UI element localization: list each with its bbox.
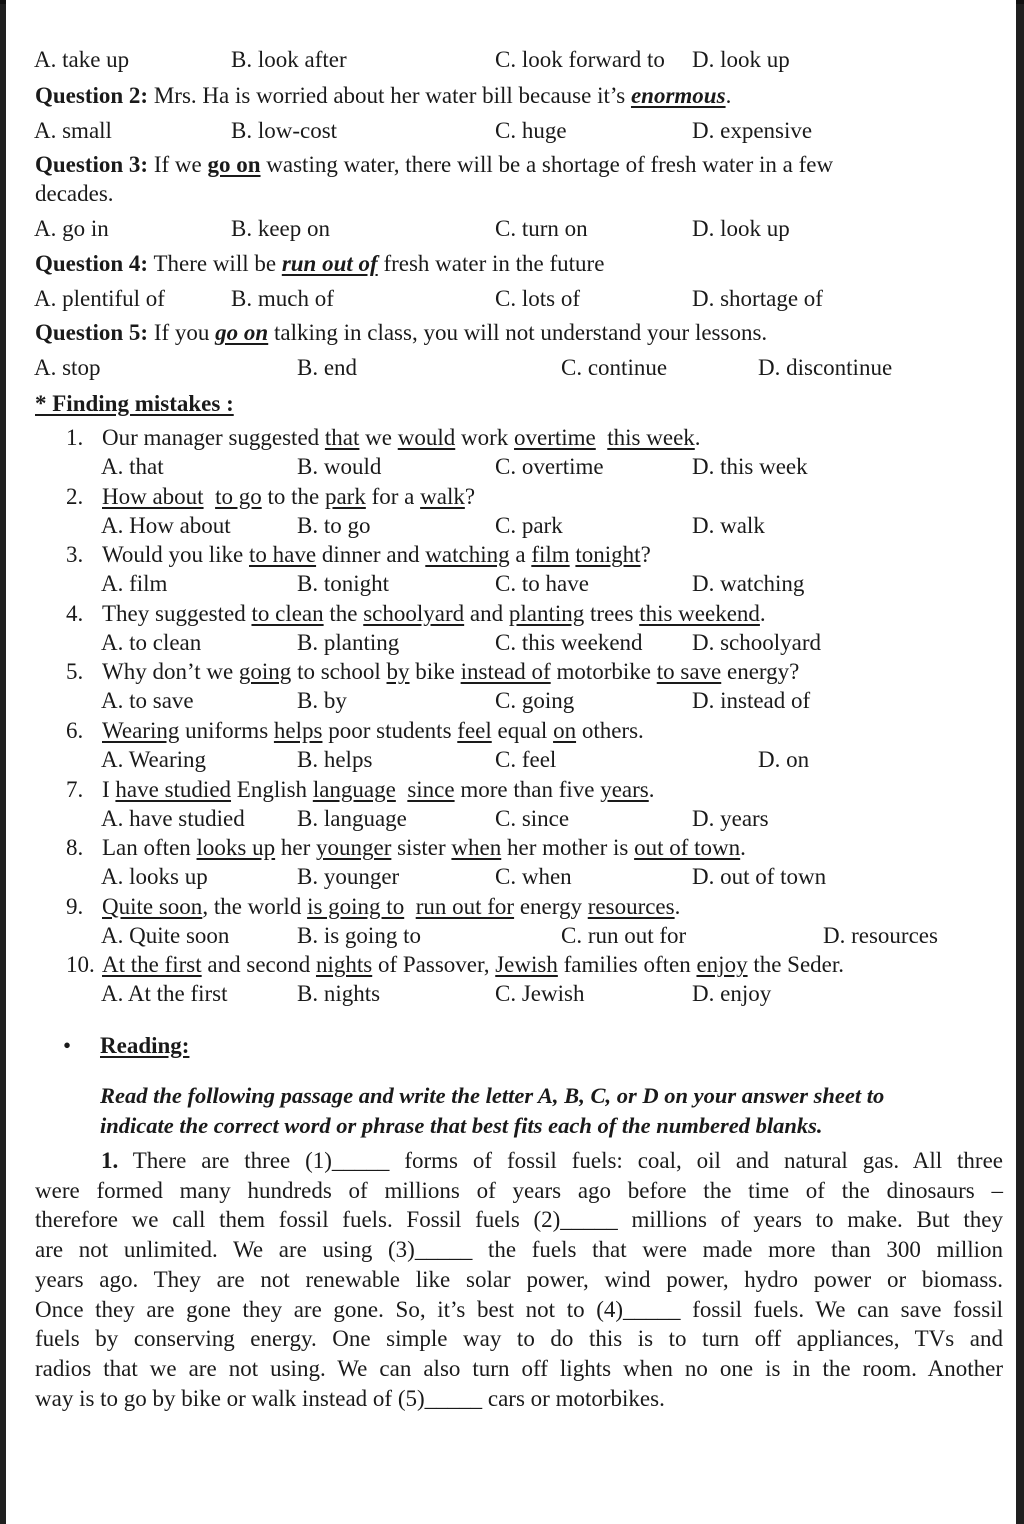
key-phrase: enormous [630,83,726,108]
sentence-segment: of Passover, [372,952,496,978]
sentence-segment: poor students [322,718,458,743]
underlined-segment: tonight [575,542,641,568]
option-a: A. go in [34,216,109,241]
option-a: A. Wearing [101,747,207,772]
sentence-segment: energy? [721,659,800,685]
passage-line: radios that we are not using. We can also turn off lights when no one is in the room. Another [35,1355,1003,1381]
option-a: A. have studied [101,805,245,831]
option-a: A. stop [34,355,101,380]
finding-mistakes-heading: * Finding mistakes : [35,391,234,416]
reading-heading: Reading: [100,1033,190,1058]
option-d: D. instead of [692,688,811,714]
option-d: D. discontinue [758,355,893,380]
sentence-segment [204,484,216,509]
sentence-segment: motorbike [550,659,657,685]
question-text: There will be [153,251,282,276]
option-d: D. shortage of [692,286,823,311]
sentence-segment [404,894,416,919]
sentence-segment: for a [365,483,421,509]
mistake-number: 10. [66,952,95,978]
sentence-segment: more than five [454,776,601,802]
mistake-number: 8. [66,835,84,861]
mistake-sentence [66,951,844,979]
sentence-segment: to the [261,483,325,509]
question-label: Question 2: [35,83,149,108]
option-b: B. look after [231,47,347,72]
option-b: B. keep on [231,216,331,241]
option-d: D. on [758,747,810,772]
sentence-segment: uniforms [179,718,274,743]
option-b: B. is going to [297,922,421,948]
option-c: C. overtime [495,454,604,479]
reading-passage [35,1146,1003,1413]
sentence-segment: Our manager suggested [102,425,325,450]
sentence-segment: and second [201,952,316,978]
key-phrase: run out of [281,251,378,276]
mistake-number: 6. [66,718,84,743]
question-5 [35,319,767,347]
underlined-segment: to have [249,542,317,568]
underlined-segment: since [407,776,455,802]
option-d: D. expensive [692,118,813,143]
underlined-segment: this weekend [639,600,760,626]
sentence-segment: Would you like [102,542,249,568]
option-c: C. feel [495,747,557,772]
passage-line: therefore we call them fossil fuels. Fossil fuels (2)_____ millions of years to make. But they [35,1207,1003,1233]
sentence-segment: ? [640,542,651,568]
key-phrase: go on [215,320,269,345]
option-c: C. continue [561,355,668,380]
option-c: C. going [495,688,575,714]
underlined-segment: when [451,835,502,861]
option-a: A. small [34,118,112,143]
sentence-segment: They suggested [102,600,252,626]
underlined-segment: to save [656,659,722,685]
sentence-segment [596,425,608,450]
option-d: D. resources [823,922,938,948]
sentence-segment: dinner and [316,542,426,568]
underlined-segment: Jewish [495,952,558,978]
question-4 [35,250,604,278]
passage-line: way is to go by bike or walk instead of (5)_____ cars or motorbikes. [35,1385,665,1411]
mistake-sentence [66,717,644,745]
underlined-segment: film [531,542,570,568]
option-b: B. to go [297,512,371,538]
underlined-segment: language [312,776,396,802]
mistake-number: 1. [66,425,84,450]
sentence-segment: . [648,776,655,802]
passage-line [35,1146,1003,1176]
sentence-segment: a [509,542,532,568]
sentence-segment: sister [391,835,452,861]
underlined-segment: looks up [196,835,276,861]
underlined-segment: younger [315,835,392,861]
option-d: D. schoolyard [692,629,822,655]
option-b: B. much of [231,286,334,311]
question-label: Question 4: [35,251,149,276]
passage-line: are not unlimited. We are using (3)_____ the fuels that were made more than 300 million [35,1237,1003,1263]
sentence-segment: . [740,835,746,861]
passage-line: were formed many hundreds of millions of years ago before the time of the dinosaurs – [35,1177,1003,1203]
question-3 [35,151,833,179]
document-page [6,0,1016,1524]
underlined-segment: watching [425,542,510,568]
sentence-segment: energy [514,893,588,919]
option-a: A. take up [34,47,130,72]
option-b: B. planting [297,629,400,655]
reading-instruction-line-2: indicate the correct word or phrase that best fits each of the numbered blanks. [100,1113,823,1138]
mistake-number: 3. [66,542,84,568]
question-text-cont: fresh water in the future [377,251,605,276]
option-d: D. watching [692,571,805,597]
punct: . [725,83,732,108]
option-d: D. walk [692,512,765,538]
sentence-segment: , the world [202,893,308,919]
sentence-segment: to school [291,659,387,685]
option-c: C. look forward to [495,47,665,72]
underlined-segment: is going to [307,893,405,919]
underlined-segment: this week [607,425,695,450]
mistake-sentence [66,483,475,511]
option-b: B. by [297,688,347,714]
sentence-segment: I [102,776,116,802]
mistake-number: 7. [66,776,84,802]
option-d: D. years [692,805,769,831]
option-c: C. huge [495,118,567,143]
mistake-sentence [66,834,746,862]
underlined-segment: enjoy [696,952,748,978]
sentence-segment: ? [464,483,476,509]
option-b: B. language [297,805,407,831]
question-2 [35,82,731,110]
mistake-number: 4. [66,600,84,626]
mistake-sentence [66,541,651,569]
underlined-segment: helps [273,718,323,743]
option-c: C. turn on [495,216,588,241]
sentence-segment [396,777,408,802]
underlined-segment: walk [420,483,465,509]
passage-line: fuels by conserving energy. One simple way to do this is to turn off appliances, TVs and [35,1326,1003,1352]
option-a: A. to clean [101,629,202,655]
question-text-cont: wasting water, there will be a shortage of fresh water in a few [260,152,834,177]
underlined-segment: How about [102,483,204,509]
underlined-segment: on [553,718,577,743]
option-c: C. lots of [495,286,580,311]
question-text: If we [153,152,208,177]
sentence-segment: Why don’t we [102,659,239,685]
sentence-segment: the Seder. [747,952,845,978]
sentence-segment: her mother is [501,835,635,861]
sentence-segment: her [275,835,316,861]
option-c: C. this weekend [495,629,643,655]
underlined-segment: nights [315,952,373,978]
option-a: A. film [101,571,168,597]
sentence-segment: Lan often [102,835,197,861]
underlined-segment: years [600,776,649,802]
sentence-segment: the [323,600,364,626]
underlined-segment: going [238,659,292,685]
sentence-segment: work [455,425,515,450]
underlined-segment: planting [508,600,585,626]
question-text: Mrs. Ha is worried about her water bill because it’s [153,83,631,108]
sentence-segment: we [359,425,398,450]
sentence-segment: . [759,600,766,626]
option-b: B. would [297,454,382,479]
option-d: D. look up [692,216,790,241]
underlined-segment: have studied [115,776,232,802]
option-c: C. since [495,805,570,831]
underlined-segment: out of town [634,835,741,861]
underlined-segment: Quite soon [102,893,203,919]
underlined-segment: that [324,425,360,450]
underlined-segment: to clean [251,600,324,626]
option-a: A. to save [101,688,194,714]
underlined-segment: resources [587,893,675,919]
passage-line: Once they are gone they are gone. So, it’s best not to (4)_____ fossil fuels. We can save fossil [35,1296,1003,1322]
sentence-segment: others. [576,718,644,743]
option-c: C. run out for [561,922,687,948]
mistake-sentence [66,776,655,804]
option-d: D. out of town [692,864,827,890]
option-b: B. younger [297,864,400,890]
option-b: B. low-cost [231,118,338,143]
passage-text: There are three (1)_____ forms of fossil fuels: coal, oil and natural gas. All three [132,1148,1003,1173]
option-c: C. Jewish [495,981,585,1007]
option-b: B. tonight [297,571,390,597]
underlined-segment: Wearing [102,718,180,743]
passage-number: 1. [101,1148,119,1173]
underlined-segment: run out for [415,893,515,919]
option-b: B. helps [297,747,373,772]
sentence-segment: . [674,893,681,919]
underlined-segment: schoolyard [363,600,465,626]
option-b: B. nights [297,981,381,1007]
reading-instruction-line-1: Read the following passage and write the letter A, B, C, or D on your answer sheet to [100,1083,885,1108]
underlined-segment: would [397,425,456,450]
sentence-segment: trees [584,600,640,626]
underlined-segment: At the first [102,952,202,978]
reading-bullet: • [63,1033,72,1058]
option-a: A. that [101,454,164,479]
option-b: B. end [297,355,358,380]
question-text-cont: talking in class, you will not understand your lessons. [268,320,768,345]
mistake-sentence [66,658,799,686]
option-d: D. look up [692,47,790,72]
question-3-continuation: decades. [35,181,114,206]
sentence-segment: and [464,600,509,626]
sentence-segment: families often [557,952,697,978]
underlined-segment: to go [215,483,262,509]
key-phrase: go on [207,152,261,177]
option-d: D. enjoy [692,981,772,1007]
sentence-segment: English [231,776,313,802]
mistake-number: 2. [66,483,84,509]
option-a: A. How about [101,512,231,538]
underlined-segment: park [324,483,366,509]
question-label: Question 3: [35,152,149,177]
mistake-sentence [66,893,680,921]
sentence-segment: . [694,425,701,450]
option-c: C. to have [495,571,589,597]
question-text: If you [153,320,216,345]
option-a: A. plentiful of [34,286,165,311]
option-c: C. park [495,512,563,538]
question-label: Question 5: [35,320,149,345]
option-c: C. when [495,864,572,890]
mistake-sentence [66,424,701,452]
underlined-segment: overtime [514,425,596,450]
underlined-segment: by [386,659,410,685]
option-a: A. Quite soon [101,922,230,948]
passage-line: years ago. They are not renewable like solar power, wind power, hydro power or biomass. [35,1266,1003,1292]
underlined-segment: instead of [460,659,551,685]
sentence-segment: equal [491,718,554,743]
option-a: A. looks up [101,864,208,890]
mistake-number: 5. [66,659,84,685]
option-a: A. At the first [101,981,228,1007]
sentence-segment: bike [409,659,461,685]
underlined-segment: feel [457,718,492,743]
mistake-number: 9. [66,893,84,919]
option-d: D. this week [692,454,808,479]
mistake-sentence [66,600,766,628]
